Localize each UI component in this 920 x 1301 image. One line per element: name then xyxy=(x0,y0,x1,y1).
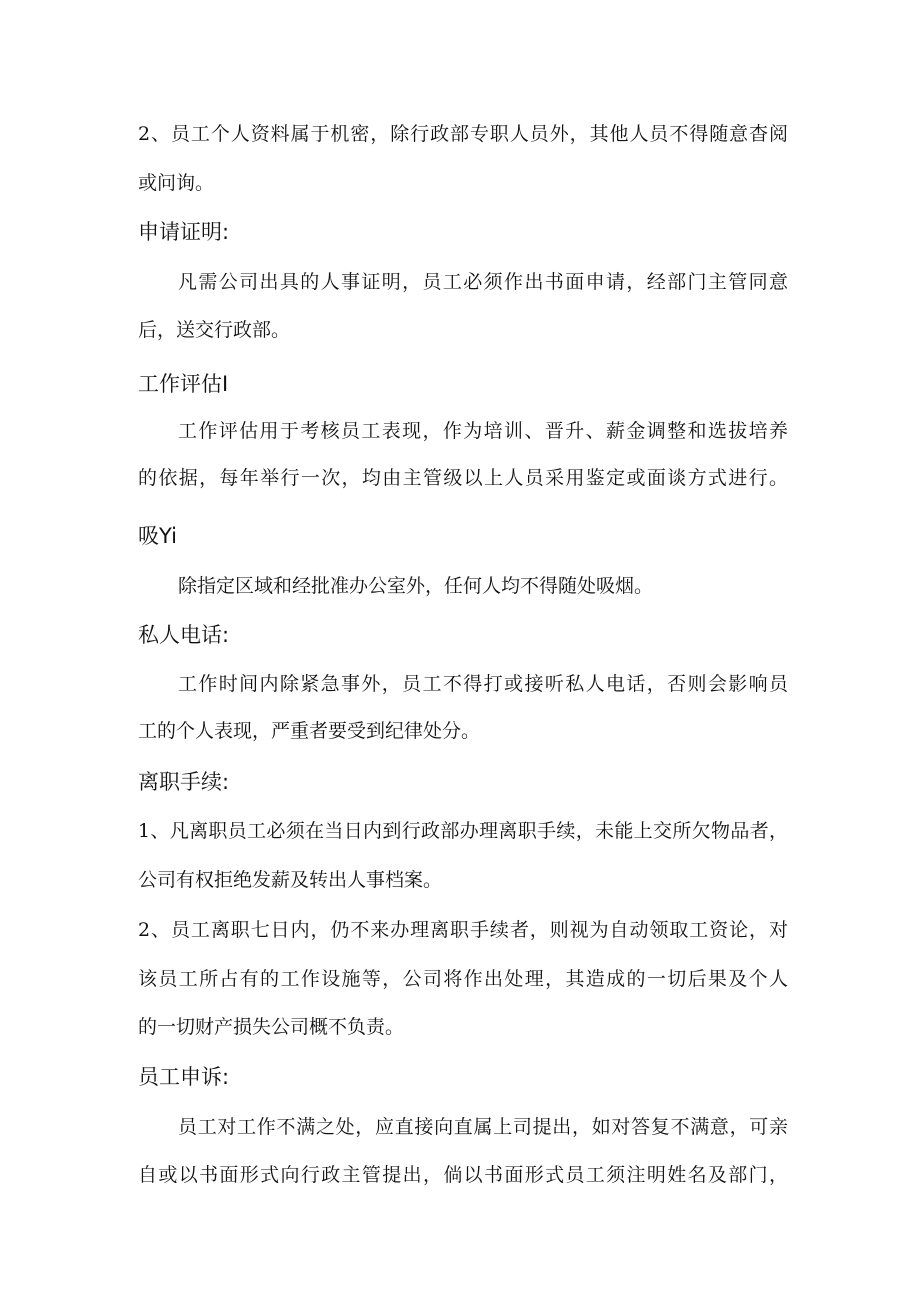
complaint-line-2: 自或以书面形式向行政主管提出，倘以书面形式员工须注明姓名及部门， xyxy=(138,1164,788,1186)
phone-heading: 私人电话: xyxy=(138,623,230,647)
evaluation-heading: 工作评估I xyxy=(138,372,229,396)
certificate-heading: 申请证明: xyxy=(138,220,230,244)
resignation-item2-line-1: 2、员工离职七日内，仍不来办理离职手续者，则视为自动领取工资论，对 xyxy=(138,919,788,941)
phone-line-2: 工的个人表现，严重者要受到纪律处分。 xyxy=(138,720,481,742)
resignation-item2-line-3: 的一切财产损失公司概不负责。 xyxy=(138,1016,405,1038)
phone-line-1: 工作时间内除紧急事外，员工不得打或接听私人电话，否则会影响员 xyxy=(178,673,788,695)
complaint-heading: 员工申诉: xyxy=(138,1065,230,1089)
resignation-item2-line-2: 该员工所占有的工作设施等，公司将作出处理，其造成的一切后果及个人 xyxy=(138,968,788,990)
evaluation-line-2: 的依据，每年举行一次，均由主管级以上人员采用鉴定或面谈方式进行。 xyxy=(138,467,788,489)
complaint-line-1: 员工对工作不满之处，应直接向直属上司提出，如对答复不满意，可亲 xyxy=(178,1116,788,1138)
certificate-line-1: 凡需公司出具的人事证明，员工必须作出书面申请，经部门主管同意 xyxy=(178,271,788,293)
resignation-item1-line-1: 1、凡离职员工必须在当日内到行政部办理离职手续，未能上交所欠物品者， xyxy=(138,820,788,842)
resignation-heading: 离职手续: xyxy=(138,770,230,794)
personal-info-line-1: 2、员工个人资料属于机密，除行政部专职人员外，其他人员不得随意杳阅 xyxy=(138,123,788,145)
smoking-line-1: 除指定区域和经批准办公室外，任何人均不得随处吸烟。 xyxy=(178,575,654,597)
certificate-line-2: 后，送交行政部。 xyxy=(138,319,291,341)
resignation-item1-line-2: 公司有权拒绝发薪及转出人事档案。 xyxy=(138,869,443,891)
personal-info-line-2: 或问询。 xyxy=(138,172,215,194)
evaluation-line-1: 工作评估用于考核员工表现，作为培训、晋升、薪金调整和选拔培养 xyxy=(178,420,788,442)
smoking-heading: 吸Yi xyxy=(138,524,177,548)
